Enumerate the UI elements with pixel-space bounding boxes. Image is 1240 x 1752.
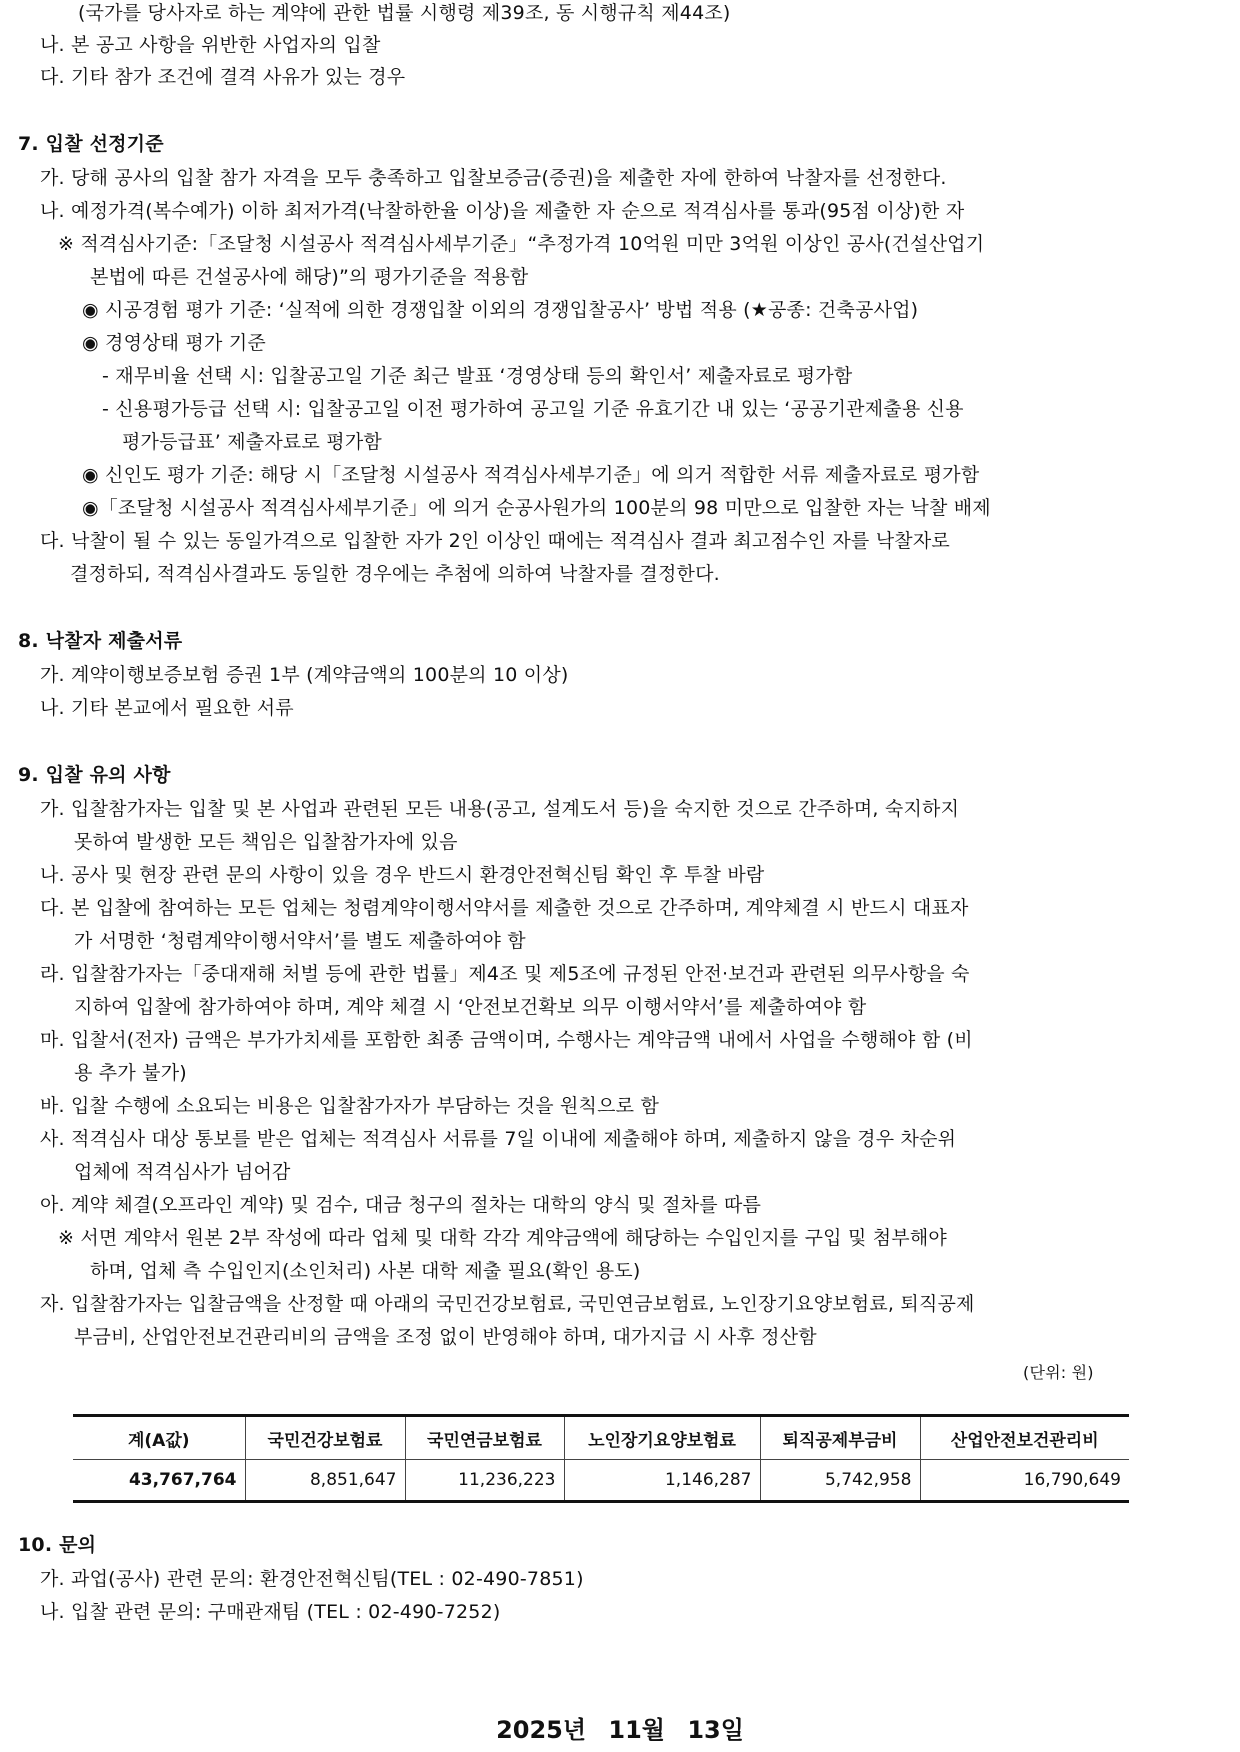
document-date: 2025년 11월 13일 [496, 1716, 744, 1744]
text-line: ※ 적격심사기준:「조달청 시설공사 적격심사세부기준」“추정가격 10억원 미만 3억원 이상인 공사(건설산업기 [58, 233, 985, 255]
text-line: 마. 입찰서(전자) 금액은 부가가치세를 포함한 최종 금액이며, 수행사는 계약금액 내에서 사업을 수행해야 함 (비 [40, 1029, 973, 1051]
table-cell: 8,851,647 [245, 1460, 405, 1502]
text-line: 부금비, 산업안전보건관리비의 금액을 조정 없이 반영해야 하며, 대가지급 시 사후 정산함 [74, 1326, 817, 1348]
text-line: 용 추가 불가) [74, 1062, 187, 1084]
table-header-cell: 산업안전보건관리비 [920, 1416, 1129, 1460]
text-line: ◉ 시공경험 평가 기준: ‘실적에 의한 경쟁입찰 이외의 경쟁입찰공사’ 방법 적용 (★공종: 건축공사업) [82, 299, 919, 321]
text-line: 라. 입찰참가자는「중대재해 처벌 등에 관한 법률」제4조 및 제5조에 규정된 안전·보건과 관련된 의무사항을 숙 [40, 963, 970, 985]
section-heading: 9. 입찰 유의 사항 [18, 764, 171, 786]
table-cell: 1,146,287 [564, 1460, 760, 1502]
text-line: 업체에 적격심사가 넘어감 [74, 1161, 291, 1183]
text-line: ◉「조달청 시설공사 적격심사세부기준」에 의거 순공사원가의 100분의 98 미만으로 입찰한 자는 낙찰 배제 [82, 497, 991, 519]
text-line: 다. 본 입찰에 참여하는 모든 업체는 청렴계약이행서약서를 제출한 것으로 간주하며, 계약체결 시 반드시 대표자 [40, 897, 969, 919]
table-row [73, 1460, 1129, 1502]
table-header-cell: 계(A값) [73, 1416, 245, 1460]
text-line: ※ 서면 계약서 원본 2부 작성에 따라 업체 및 대학 각각 계약금액에 해당하는 수입인지를 구입 및 첨부해야 [58, 1227, 947, 1249]
text-line: 본법에 따른 건설공사에 해당)”의 평가기준을 적용함 [90, 266, 529, 288]
text-line: 자. 입찰참가자는 입찰금액을 산정할 때 아래의 국민건강보험료, 국민연금보험료, 노인장기요양보험료, 퇴직공제 [40, 1293, 975, 1315]
table-cell: 11,236,223 [405, 1460, 564, 1502]
text-line: 나. 입찰 관련 문의: 구매관재팀 (TEL : 02-490-7252) [40, 1601, 501, 1623]
text-line: ◉ 경영상태 평가 기준 [82, 332, 266, 354]
table-header-row [73, 1416, 1129, 1460]
table-cell: 5,742,958 [760, 1460, 920, 1502]
table-header-cell: 국민연금보험료 [405, 1416, 564, 1460]
section-heading: 8. 낙찰자 제출서류 [18, 630, 183, 652]
section-heading: 10. 문의 [18, 1534, 97, 1556]
insurance-fee-table [73, 1414, 1129, 1503]
text-line: 지하여 입찰에 참가하여야 하며, 계약 체결 시 ‘안전보건확보 의무 이행서약서’를 제출하여야 함 [74, 996, 867, 1018]
text-line: 평가등급표’ 제출자료로 평가함 [122, 431, 382, 453]
text-line: (단위: 원) [1023, 1363, 1094, 1382]
text-line: ◉ 신인도 평가 기준: 해당 시「조달청 시설공사 적격심사세부기준」에 의거 적합한 서류 제출자료로 평가함 [82, 464, 980, 486]
text-line: (국가를 당사자로 하는 계약에 관한 법률 시행령 제39조, 동 시행규칙 제44조) [78, 2, 731, 24]
table-cell: 16,790,649 [920, 1460, 1129, 1502]
table-header-cell: 퇴직공제부금비 [760, 1416, 920, 1460]
text-line: 가. 과업(공사) 관련 문의: 환경안전혁신팀(TEL : 02-490-7851) [40, 1568, 584, 1590]
text-line: 나. 예정가격(복수예가) 이하 최저가격(낙찰하한율 이상)을 제출한 자 순으로 적격심사를 통과(95점 이상)한 자 [40, 200, 965, 222]
text-line: 가. 입찰참가자는 입찰 및 본 사업과 관련된 모든 내용(공고, 설계도서 등)을 숙지한 것으로 간주하며, 숙지하지 [40, 798, 960, 820]
text-line: 아. 계약 체결(오프라인 계약) 및 검수, 대금 청구의 절차는 대학의 양식 및 절차를 따름 [40, 1194, 762, 1216]
text-line: 가. 당해 공사의 입찰 참가 자격을 모두 충족하고 입찰보증금(증권)을 제출한 자에 한하여 낙찰자를 선정한다. [40, 167, 947, 189]
text-line: 다. 낙찰이 될 수 있는 동일가격으로 입찰한 자가 2인 이상인 때에는 적격심사 결과 최고점수인 자를 낙찰자로 [40, 530, 950, 552]
text-line: 못하여 발생한 모든 책임은 입찰참가자에 있음 [74, 831, 458, 853]
table-cell-total: 43,767,764 [73, 1460, 245, 1502]
text-line: 나. 공사 및 현장 관련 문의 사항이 있을 경우 반드시 환경안전혁신팀 확인 후 투찰 바람 [40, 864, 765, 886]
table-header-cell: 노인장기요양보험료 [564, 1416, 760, 1460]
section-heading: 7. 입찰 선정기준 [18, 133, 164, 155]
text-line: 가 서명한 ‘청렴계약이행서약서’를 별도 제출하여야 함 [74, 930, 526, 952]
text-line: 바. 입찰 수행에 소요되는 비용은 입찰참가자가 부담하는 것을 원칙으로 함 [40, 1095, 660, 1117]
text-line: - 재무비율 선택 시: 입찰공고일 기준 최근 발표 ‘경영상태 등의 확인서’ 제출자료로 평가함 [102, 365, 853, 387]
text-line: 사. 적격심사 대상 통보를 받은 업체는 적격심사 서류를 7일 이내에 제출해야 하며, 제출하지 않을 경우 차순위 [40, 1128, 957, 1150]
table-header-cell: 국민건강보험료 [245, 1416, 405, 1460]
text-line: 나. 기타 본교에서 필요한 서류 [40, 697, 294, 719]
text-line: - 신용평가등급 선택 시: 입찰공고일 이전 평가하여 공고일 기준 유효기간 내 있는 ‘공공기관제출용 신용 [102, 398, 964, 420]
text-line: 가. 계약이행보증보험 증권 1부 (계약금액의 100분의 10 이상) [40, 664, 569, 686]
text-line: 하며, 업체 측 수입인지(소인처리) 사본 대학 제출 필요(확인 용도) [90, 1260, 641, 1282]
text-line: 다. 기타 참가 조건에 결격 사유가 있는 경우 [40, 66, 406, 88]
text-line: 결정하되, 적격심사결과도 동일한 경우에는 추첨에 의하여 낙찰자를 결정한다. [70, 563, 720, 585]
text-line: 나. 본 공고 사항을 위반한 사업자의 입찰 [40, 34, 381, 56]
